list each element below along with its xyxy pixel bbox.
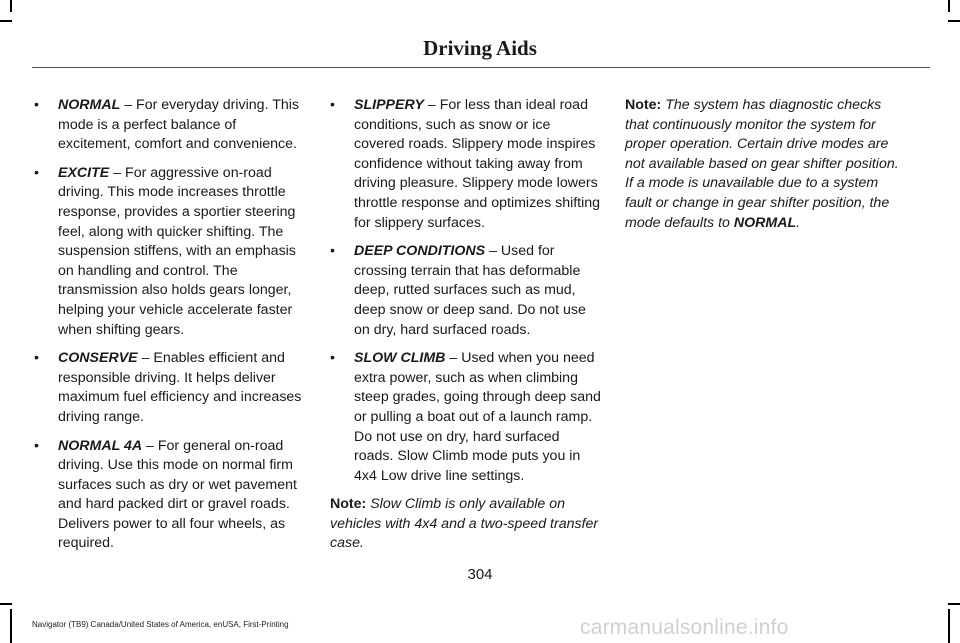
separator: – xyxy=(142,437,158,454)
middle-column xyxy=(330,96,602,563)
note-label: Note: xyxy=(330,496,367,513)
separator: – xyxy=(120,97,137,113)
crop-mark-top-left xyxy=(0,20,12,22)
mode-description: Used when you need extra power, such as when climbing steep grades, going through deep sand or pulling a boat out of a launch ramp. Do not use on dry, hard surfaced roads. Slow Climb mode puts you in 4x4 Low drive line settings. xyxy=(354,350,601,484)
bullet: • xyxy=(34,437,39,454)
list-item xyxy=(34,349,306,427)
note-text: The system has diagnostic checks that continuously monitor the system for proper operation. Certain drive modes are not available based on gear shifter position. If a mode is unavailable due to a system fault or change in gear shifter position, the mode defaults to xyxy=(625,97,899,231)
crop-mark-top-right xyxy=(948,0,950,12)
mode-term: SLOW CLIMB xyxy=(354,350,446,367)
list-item xyxy=(34,164,306,340)
separator: – xyxy=(445,350,462,367)
crop-mark-bottom-left xyxy=(10,609,12,643)
mode-term: NORMAL 4A xyxy=(58,437,143,454)
bullet: • xyxy=(34,97,39,113)
bullet: • xyxy=(34,164,39,181)
mode-description: Enables efficient and responsible driving. It helps deliver maximum fuel efficiency and increases driving range. xyxy=(58,350,302,425)
bullet: • xyxy=(34,350,39,367)
header-divider xyxy=(32,67,930,68)
note-end: . xyxy=(796,214,801,231)
crop-mark-bottom-right xyxy=(948,603,960,605)
separator: – xyxy=(109,164,126,181)
separator: – xyxy=(423,97,440,113)
crop-mark-top-left xyxy=(10,0,12,12)
list-item xyxy=(330,242,602,340)
note-emphasis: NORMAL xyxy=(733,214,797,231)
mode-term: SLIPPERY xyxy=(354,97,424,113)
mode-description: Used for crossing terrain that has deformable deep, rutted surfaces such as mud, deep snow or deep sand. Do not use on dry, hard surfaced roads. xyxy=(354,243,586,338)
right-column xyxy=(625,96,900,242)
list-item xyxy=(34,96,306,155)
crop-mark-top-right xyxy=(948,20,960,22)
note-label: Note: xyxy=(625,97,662,113)
bullet: • xyxy=(330,243,335,260)
mode-description: For aggressive on-road driving. This mode increases throttle response, provides a sportier steering feel, along with quicker shifting. The suspension stiffens, with an emphasis on handling and control. The transmission also holds gears longer, helping your vehicle accelerate faster when shifting gears. xyxy=(58,164,296,338)
mode-description: For everyday driving. This mode is a perfect balance of excitement, comfort and convenience. xyxy=(58,97,300,153)
mode-description: For general on-road driving. Use this mode on normal firm surfaces such as dry or wet pavement and hard packed dirt or gravel roads. Delivers power to all four wheels, as required. xyxy=(58,437,297,552)
diagnostic-note xyxy=(625,96,900,233)
note-text: Slow Climb is only available on vehicles with 4x4 and a two-speed transfer case. xyxy=(330,496,599,552)
mode-description: For less than ideal road conditions, such as snow or ice covered roads. Slippery mode inspires confidence without taking away from driving pleasure. Slippery mode lowers throttle response and optimizes shifting for slippery surfaces. xyxy=(354,97,601,231)
mode-term: DEEP CONDITIONS xyxy=(354,243,486,260)
mode-term: NORMAL xyxy=(58,97,121,113)
footer-text: Navigator (TB9) Canada/United States of America, enUSA, First-Printing xyxy=(32,620,289,629)
list-item xyxy=(34,437,306,555)
mode-term: EXCITE xyxy=(58,164,110,181)
bullet: • xyxy=(330,97,335,113)
bullet: • xyxy=(330,350,335,367)
list-item xyxy=(330,349,602,486)
left-column xyxy=(34,96,306,563)
mode-term: CONSERVE xyxy=(58,350,138,367)
crop-mark-bottom-left xyxy=(0,603,12,605)
crop-mark-bottom-right xyxy=(948,609,950,643)
slow-climb-note xyxy=(330,495,602,554)
separator: – xyxy=(485,243,501,260)
watermark: carmanualsonline.info xyxy=(580,616,789,639)
page-number: 304 xyxy=(467,566,493,583)
page-title: Driving Aids xyxy=(423,36,537,60)
separator: – xyxy=(137,350,154,367)
list-item xyxy=(330,96,602,233)
